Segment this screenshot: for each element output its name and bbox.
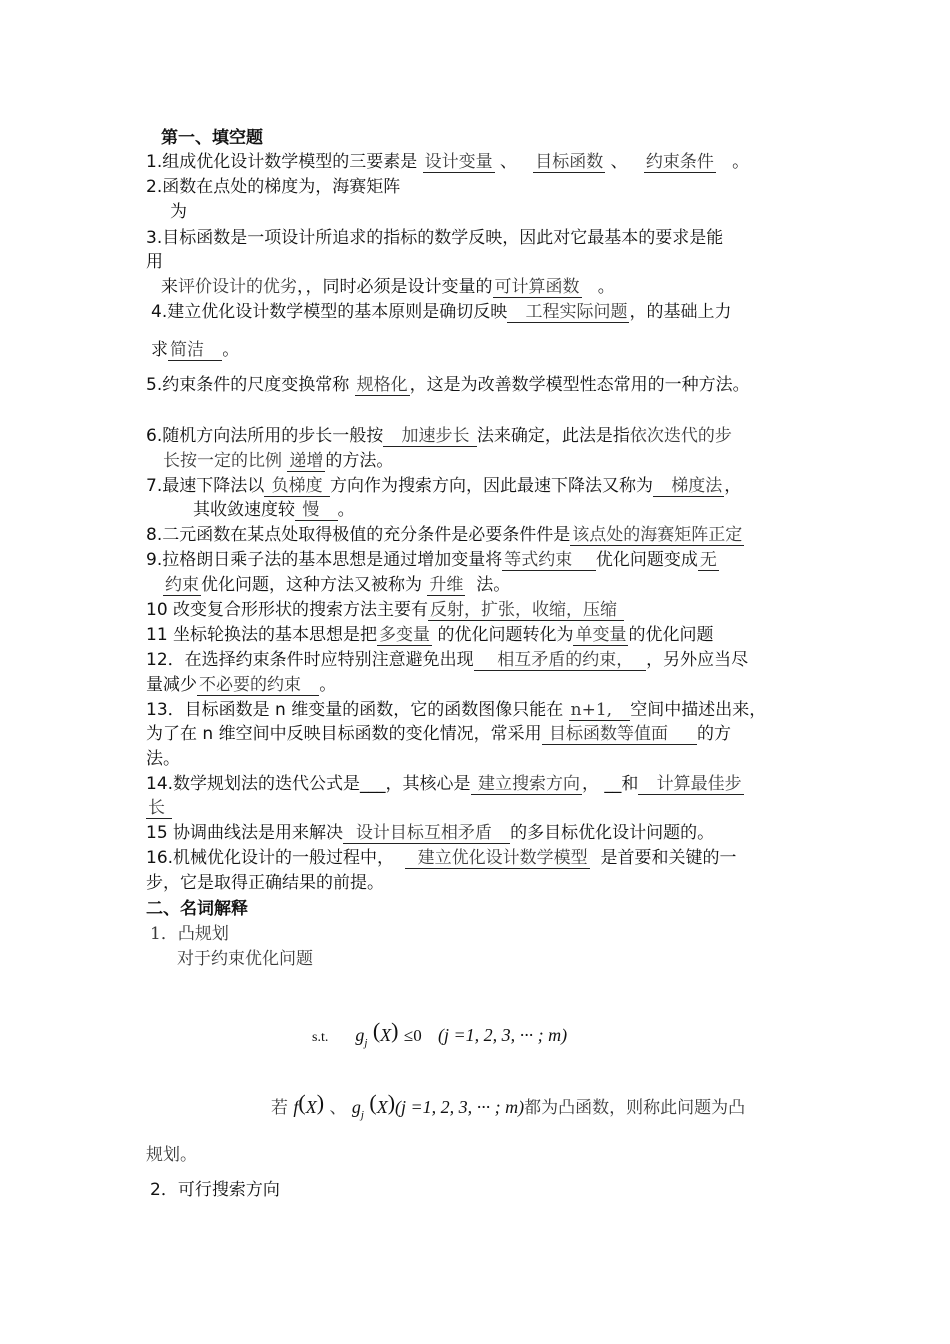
question-9-line2: 约束 优化问题，这种方法又被称为 升维 法。 (165, 575, 511, 595)
answer-accelerated-step: 加速步长 (383, 426, 477, 447)
question-13-line2: 为了在 n 维空间中反映目标函数的变化情况，常采用 目标函数等值面 的方 (146, 724, 732, 744)
question-5: 5.约束条件的尺度变换常称 规格化 ，这是为改善数学模型性态常用的一种方法。 (146, 375, 750, 395)
answer-engineering-problem: 工程实际问题 (507, 302, 629, 323)
question-7: 7.最速下降法以 负梯度 方向作为搜索方向，因此最速下降法又称为 梯度法 ， (146, 476, 742, 496)
section-2-title: 二、名词解释 (146, 899, 248, 919)
question-2-cont: 为 (170, 202, 187, 222)
answer-contradictory-constraints: 相互矛盾的约束， (474, 650, 646, 671)
question-14-line2 (146, 797, 172, 819)
answer-negative-gradient: 负梯度 (264, 476, 330, 497)
answer-n-plus-1: n+1, (569, 700, 631, 721)
question-16-line2: 步，它是取得正确结果的前提。 (146, 873, 384, 893)
constraint-formula: s.t. $g_j$ (X) ≤0 (j =1, 2, 3, ··· ; m) (312, 1018, 568, 1049)
answer-concise: 简洁 (168, 340, 222, 361)
term-1-title: 1．凸规划 (150, 924, 229, 944)
answer-slow: 慢 (295, 500, 338, 521)
answer-unconstrained-1: 无 (699, 550, 717, 570)
question-6-line2: 长按一定的比例 递增 的方法。 (163, 451, 394, 471)
answer-hessian-positive-definite: 该点处的海赛矩阵正定 (572, 525, 743, 545)
question-1: 1.组成优化设计数学模型的三要素是 设计变量 、 目标函数 、 约束条件 。 (146, 152, 750, 172)
answer-single-variable: 单变量 (575, 625, 627, 645)
answer-multi-variable: 多变量 (379, 625, 431, 645)
answer-computable-function: 可计算函数 (494, 277, 580, 297)
question-3: 3.目标函数是一项设计所追求的指标的数学反映，因此对它最基本的要求是能 (146, 228, 724, 248)
question-11: 11 坐标轮换法的基本思想是把 多变量 的优化问题转化为 单变量 的优化问题 (146, 625, 714, 645)
question-9: 9.拉格朗日乘子法的基本思想是通过增加变量将 等式约束 优化问题变成 无 (146, 550, 717, 570)
question-12-line2: 量减少 不必要的约束 。 (146, 675, 337, 695)
answer-unnecessary-constraints: 不必要的约束 (197, 675, 319, 696)
answer-build-model: 建立优化设计数学模型 (405, 848, 590, 869)
answer-increasing: 递增 (289, 451, 324, 471)
question-13-line3: 法。 (146, 749, 180, 769)
answer-evaluate-design: 评价设计的优劣 (178, 277, 297, 297)
answer-unconstrained-2: 约束 (165, 575, 199, 595)
answer-normalization: 规格化 (356, 375, 408, 395)
answer-constraints: 约束条件 (645, 152, 714, 172)
answer-contour-surface: 目标函数等值面 (542, 724, 697, 745)
question-4-line2: 求 简洁 。 (151, 340, 240, 360)
term-2-title: 2．可行搜索方向 (150, 1180, 280, 1200)
term-1-desc: 对于约束优化问题 (177, 949, 313, 969)
question-3-line2: 用 (146, 252, 163, 272)
answer-search-direction: 建立搜索方向 (471, 774, 582, 795)
answer-objective-function: 目标函数 (535, 152, 604, 172)
question-16: 16.机械优化设计的一般过程中， 建立优化设计数学模型 是首要和关键的一 (146, 848, 737, 868)
answer-dimension-raising: 升维 (429, 575, 464, 595)
term-1-cont: 规划。 (146, 1145, 197, 1165)
answer-optimal-step-2: 长 (146, 798, 172, 819)
answer-gradient-method: 梯度法 (653, 476, 724, 497)
question-15: 15 协调曲线法是用来解决 设计目标互相矛盾 的多目标优化设计问题的。 (146, 823, 715, 843)
question-8: 8.二元函数在某点处取得极值的充分条件是必要条件件是 该点处的海赛矩阵正定 (146, 525, 743, 545)
answer-complex-operations: 反射，扩张，收缩，压缩 (428, 600, 624, 621)
question-10: 10 改变复合形形状的搜索方法主要有 反射，扩张，收缩，压缩 (146, 599, 624, 621)
question-6: 6.随机方向法所用的步长一般按 加速步长 法来确定，此法是指依次迭代的步 (146, 426, 732, 446)
answer-optimal-step-1: 计算最佳步 (638, 774, 743, 795)
question-4: 4.建立优化设计数学模型的基本原则是确切反映 工程实际问题 ，的基础上力 (151, 302, 732, 322)
answer-equality-constraint: 等式约束 (502, 550, 596, 571)
question-3-line3: 来评价设计的优劣，，同时必须是设计变量的 可计算函数 。 (161, 277, 615, 297)
convex-condition: 若 f(X) 、 $g_j$ (X)(j =1, 2, 3, ··· ; m)都为凸函数，则称此问题为凸 (271, 1090, 746, 1121)
section-1-title: 第一、填空题 (161, 128, 263, 148)
question-2: 2.函数在点处的梯度为，海赛矩阵 (146, 177, 401, 197)
question-14: 14.数学规划法的迭代公式是___，其核心是 建立搜索方向 ， __和 计算最佳步 (146, 774, 742, 794)
answer-design-variables: 设计变量 (424, 152, 493, 172)
question-7-line2: 其收敛速度较 慢 。 (193, 500, 355, 520)
answer-conflicting-goals: 设计目标互相矛盾 (343, 823, 510, 844)
question-13: 13．目标函数是 n 维变量的函数，它的函数图像只能在 n+1, 空间中描述出来， (146, 700, 767, 720)
question-12: 12．在选择约束条件时应特别注意避免出现 相互矛盾的约束， ，另外应当尽 (146, 650, 749, 670)
